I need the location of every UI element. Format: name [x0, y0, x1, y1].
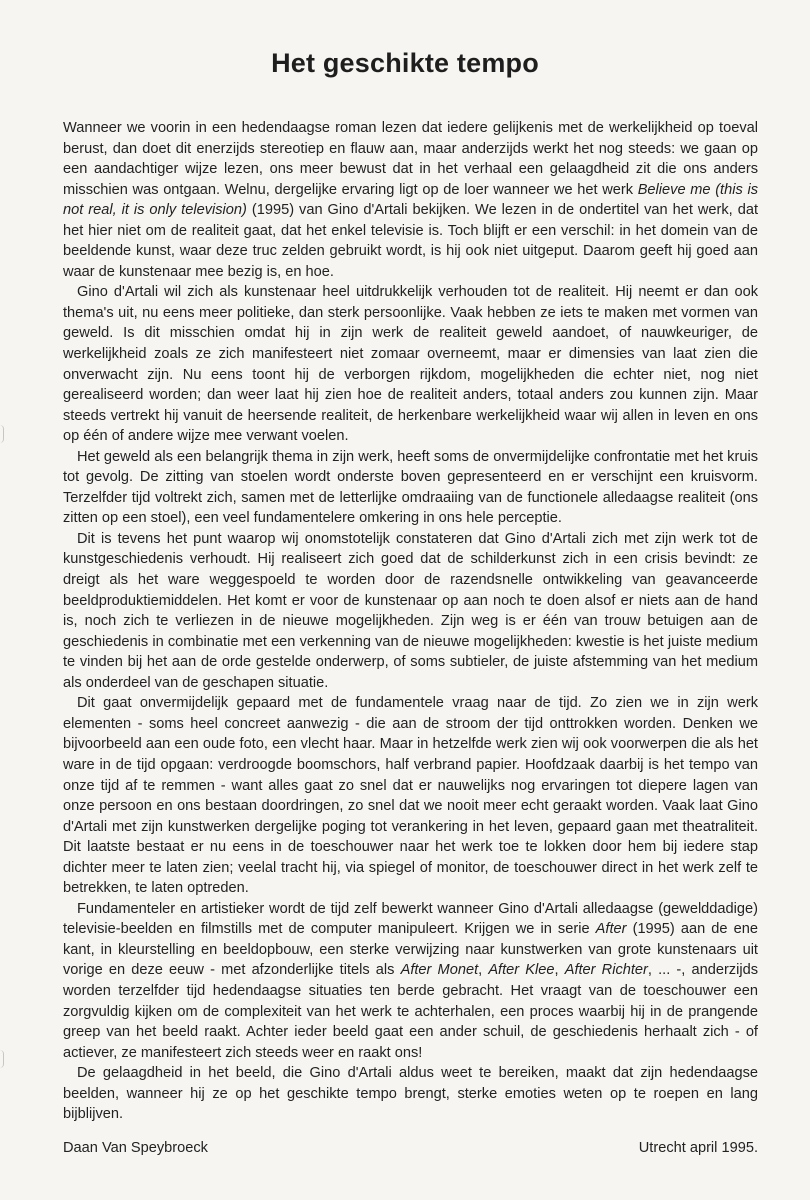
body-paragraph: [63, 447, 758, 529]
body-paragraph: [63, 118, 758, 282]
body-paragraph: [63, 693, 758, 898]
italic-work-title: After Richter: [564, 962, 648, 979]
document-body: [63, 118, 758, 1125]
italic-work-title: After Monet: [400, 962, 479, 979]
body-paragraph: [63, 282, 758, 446]
italic-work-title: Believe me (this is not real, it is only television): [63, 181, 758, 219]
paragraph-text: , ... -, anderzijds worden terzelfder tijd hedendaagse situaties ten berde gebracht. Het vraagt van de toeschouwer een zorgvuldig kijken om de complexiteit van het werk te achterhalen, een proces waarbij hij in de prangende greep van het beeld raakt. Achter ieder beeld gaat een ander schuil, de geschiedenis herhaalt zich - of actiever, ze manifesteert zich steeds weer en raakt ons!: [63, 962, 759, 1061]
paragraph-text: (1995) aan de ene kant, in kleurstelling en beeldopbouw, een sterke verwijzing naar kunstwerken van grote kunstenaars uit vorige en deze eeuw - met afzonderlijke titels als: [63, 921, 758, 979]
paper-edge-mark: [0, 425, 4, 443]
paragraph-text: Het geweld als een belangrijk thema in zijn werk, heeft soms de onvermijdelijke confrontatie met het kruis tot gevolg. De zitting van stoelen wordt onderste boven gepresenteerd en er verschijnt een kruisvorm. Terzelfder tijd voltrekt zich, samen met de letterlijke omdraaiing van de functionele alledaagse realiteit (ons zitten op een stoel), een veel fundamentelere omkering in ons hele perceptie.: [63, 448, 758, 527]
paragraph-text: Wanneer we voorin in een hedendaagse roman lezen dat iedere gelijkenis met de werkelijkheid op toeval berust, dan doet dit enerzijds stereotiep en flauw aan, maar anderzijds werkt het nog steeds: we gaan op een aandachtiger wijze lezen, ons meer bewust dat in het verhaal een gelaagdheid zit die ons anders misschien was ontgaan. Welnu, dergelijke ervaring ligt op de loer wanneer we het werk: [63, 120, 758, 198]
document-title: Het geschikte tempo: [271, 48, 539, 79]
italic-work-title: After: [595, 921, 627, 938]
paragraph-text: Dit is tevens het punt waarop wij onomstotelijk constateren dat Gino d'Artali zich met zijn werk tot de kunstgeschiedenis verhoudt. Hij realiseert zich goed dat de schilderkunst zich in een crisis bevindt: ze dreigt als het ware weggespoeld te worden door de razendsnelle ontwikkeling van geavanceerde beeldproduktiemiddelen. Het komt er voor de kunstenaar op aan noch te doen alsof er niets aan de hand is, noch zich te verliezen in de nieuwe mogelijkheden. Zijn weg is er één van trouw betuigen aan de geschiedenis in combinatie met een verkenning van de nieuwe mogelijkheden: kwestie is het juiste medium te vinden bij het aan de orde gestelde onderwerp, of soms subtieler, de juiste afstemming van het medium als onderdeel van de geschapen situatie.: [63, 530, 758, 691]
paragraph-text: ,: [554, 962, 565, 979]
body-paragraph: [63, 1063, 758, 1125]
place-date: Utrecht april 1995.: [638, 1140, 758, 1156]
paragraph-text: (1995) van Gino d'Artali bekijken. We lezen in de ondertitel van het werk, dat het hier niet om de realiteit gaat, dat het enkel televisie is. Toch blijft er een verschil: in het domein van de beeldende kunst, waar deze truc zelden gebruikt wordt, is hij ook niet uitgeput. Daarom geeft hij goed aan waar de kunstenaar mee bezig is, en hoe.: [63, 202, 758, 280]
paragraph-text: Fundamenteler en artistieker wordt de tijd zelf bewerkt wanneer Gino d'Artali alledaagse (gewelddadige) televisie-beelden en filmstills met de computer manipuleert. Krijgen we in serie: [63, 900, 758, 938]
paragraph-text: Dit gaat onvermijdelijk gepaard met de fundamentele vraag naar de tijd. Zo zien we in zijn werk elementen - soms heel concreet aanwezig - die aan de stroom der tijd onttrokken worden. Denken we bijvoorbeeld aan een oude foto, een vlecht haar. Maar in hetzelfde werk zien wij ook voorwerpen die als het ware in de tijd opgaan: verdroogde boomschors, half verbrand papier. Hoofdzaak daarbij is het tempo van onze tijd af te remmen - want alles gaat zo snel dat er nauwelijks nog ervaringen tot diepere lagen van onze persoon en ons bestaan doordringen, zo snel dat we nooit meer echt geraakt worden. Vaak laat Gino d'Artali met zijn kunstwerken dergelijke poging tot verankering in het leven, gepaard gaan met theatraliteit. Dit laatste bestaat er nu eens in de toeschouwer naar het werk toe te lokken door hem bij iedere stap dichter meer te laten zien; veelal tracht hij, via spiegel of monitor, de toeschouwer direct in het werk zelf te betrekken, te laten optreden.: [63, 695, 758, 897]
paragraph-text: De gelaagdheid in het beeld, die Gino d'Artali aldus weet te bereiken, maakt dat zijn hedendaagse beelden, wanneer hij ze op het geschikte tempo brengt, sterke emoties weten op te roepen en lang bijblijven.: [63, 1065, 758, 1123]
paragraph-text: ,: [478, 962, 489, 979]
body-paragraph: [63, 529, 758, 693]
paper-edge-mark: [0, 1050, 4, 1068]
paragraph-text: Gino d'Artali wil zich als kunstenaar heel uitdrukkelijk verhouden tot de realiteit. Hij neemt er dan ook thema's uit, nu eens meer politieke, dan sterk persoonlijke. Vaak hebben ze iets te maken met vormen van geweld. Is dit misschien omdat hij in zijn werk de realiteit geweld aandoet, of nauwkeuriger, de werkelijkheid zoals ze zich manifesteert niet zomaar overneemt, maar er dimensies van laat zien die onverwacht zijn. Nu eens toont hij de verborgen rijkdom, mogelijkheden die echter niet, nog niet gerealiseerd worden; dan weer laat hij zien hoe de realiteit anders, totaal anders zou kunnen zijn. Maar steeds vertrekt hij vanuit de heersende realiteit, de herkenbare werkelijkheid waar wij allen in leven en ons op één of andere wijze mee verwant voelen.: [63, 284, 758, 445]
italic-work-title: After Klee: [488, 962, 555, 979]
author-signature: Daan Van Speybroeck: [63, 1140, 208, 1156]
body-paragraph: [63, 899, 758, 1063]
